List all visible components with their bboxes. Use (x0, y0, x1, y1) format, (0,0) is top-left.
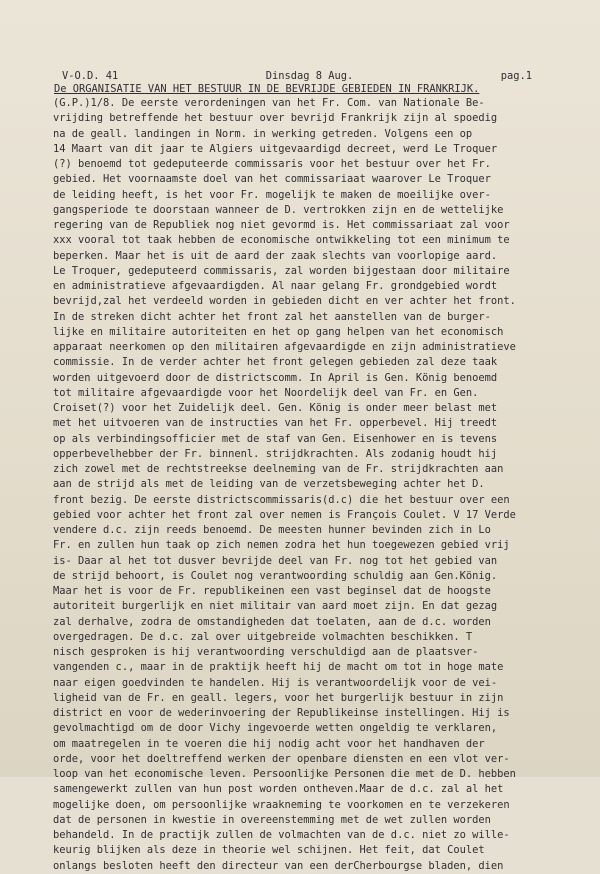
text-line: dat de personen in kwestie in overeenstemming met de wet zullen worden (53, 813, 491, 826)
text-line: ligheid van de Fr. en geall. legers, voor het burgerlijk bestuur in zijn (53, 691, 504, 704)
document-date: Dinsdag 8 Aug. (265, 70, 354, 82)
text-line: de strijd behoort, is Coulet nog verantwoording schuldig aan Gen.König. (53, 569, 498, 582)
text-line: is- Daar al het tot dusver bevrijde deel van Fr. nog tot het gebied van (53, 554, 498, 567)
text-line: tot militaire afgevaardigde voor het Noordelijk deel van Fr. en Gen. (53, 386, 479, 399)
text-line: beperken. Maar het is uit de aard der zaak slechts van voorlopige aard. (53, 249, 498, 262)
text-line: autoriteit burgerlijk en niet militair van aard moet zijn. En dat gezag (53, 600, 498, 613)
text-line: regering van de Republiek nog niet gevormd is. Het commissariaat zal voor (53, 219, 510, 231)
text-line: opperbevelhebber der Fr. binnenl. strijdkrachten. Als zodanig houdt hij (53, 447, 498, 460)
text-line: gebied voor achter het front zal over nemen is François Coulet. V 17 Verde (53, 508, 516, 521)
text-line: vendere d.c. zijn reeds benoemd. De meesten hunner bevinden zich in Lo (53, 524, 491, 536)
text-line: Le Troquer, gedeputeerd commissaris, zal worden bijgestaan door militaire (53, 264, 510, 277)
text-line: nisch gesproken is hij verantwoording verschuldigd aan de plaatsver- (53, 646, 479, 658)
text-line: de leiding heeft, is het voor Fr. mogelijk te maken de moeilijke over- (53, 188, 491, 201)
text-line: loop van het economische leven. Persoonlijke Personen die met de D. hebben (53, 768, 516, 780)
text-line: en administratieve afgevaardigden. Al naar gelang Fr. grondgebied wordt (53, 280, 498, 292)
text-line: lijke en militaire autoriteiten en het op gang helpen van het economisch (53, 325, 504, 338)
text-line: commissie. In de verder achter het front gelegen gebieden zal deze taak (53, 356, 498, 369)
text-line: keurig blijken als deze in theorie wel schijnen. Het feit, dat Coulet (53, 844, 485, 857)
text-line: zal derhalve, zodra de omstandigheden dat toelaten, aan de d.c. worden (53, 615, 491, 628)
text-line: Maar het is voor de Fr. republikeinen een vast beginsel dat de hoogste (53, 585, 491, 597)
text-line: vrijding betreffende het bestuur over bevrijd Frankrijk zijn al spoedig (53, 112, 498, 125)
text-line: onlangs besloten heeft den directeur van een derCherbourgse bladen, dien (53, 859, 504, 872)
text-line: zich zowel met de rechtstreekse deelneming van de Fr. strijdkrachten aan (53, 463, 504, 475)
text-line: gangsperiode te doorstaan wanneer de D. vertrokken zijn en de wettelijke (53, 203, 504, 216)
document-reference: V-O.D. 41 (62, 70, 119, 82)
text-line: 14 Maart van dit jaar te Algiers uitgevaardigd decreet, werd Le Troquer (53, 142, 498, 155)
text-line: worden uitgevoerd door de districtscomm. In April is Gen. König benoemd (53, 371, 498, 384)
text-line: behandeld. In de practijk zullen de volmachten van de d.c. niet zo wille- (53, 829, 510, 841)
text-line: In de streken dicht achter het front zal het aanstellen van de burger- (53, 310, 491, 323)
text-line: xxx vooral tot taak hebben de economische ontwikkeling tot een minimum te (53, 234, 510, 247)
text-line: orde, voor het doeltreffend werken der openbare diensten en een vlot ver- (53, 752, 510, 765)
page-number: pag.1 (500, 70, 532, 82)
text-line: gebied. Het voornaamste doel van het commissariaat waarover Le Troquer (53, 173, 491, 186)
text-line: samengewerkt zullen van hun post worden ontheven.Maar de d.c. zal al het (53, 783, 504, 796)
text-line: naar eigen goedvinden te handelen. Hij is verantwoordelijk voor de vei- (53, 676, 498, 689)
text-line: overgedragen. De d.c. zal over uitgebreide volmachten beschikken. T (53, 630, 473, 643)
text-line: front bezig. De eerste districtscommissaris(d.c) die het bestuur over een (53, 493, 510, 506)
text-line: bevrijd,zal het verdeeld worden in gebieden dicht en ver achter het front. (53, 295, 516, 308)
text-line: om maatregelen in te voeren die hij nodig acht voor het handhaven der (53, 737, 485, 750)
text-line: Croiset(?) voor het Zuidelijk deel. Gen. König is onder meer belast met (53, 402, 498, 414)
text-line: Fr. en zullen hun taak op zich nemen zodra het hun toegewezen gebied vrij (53, 539, 510, 552)
text-line: na de geall. landingen in Norm. in werking getreden. Volgens een op (53, 127, 473, 140)
text-line: (?) benoemd tot gedeputeerde commissaris voor het bestuur over het Fr. (53, 158, 491, 170)
text-line: op als verbindingsofficier met de staf van Gen. Eisenhower en is tevens (53, 432, 498, 445)
text-line: district en voor de wederinvoering der Republikeinse instellingen. Hij is (53, 707, 510, 719)
document-body (53, 96, 593, 874)
text-line: gevolmachtigd om de door Vichy ingevoerde wetten ongeldig te verklaren, (53, 722, 498, 735)
text-line: (G.P.)1/8. De eerste verordeningen van het Fr. Com. van Nationale Be- (53, 97, 485, 109)
text-line: mogelijke doen, om persoonlijke wraakneming te voorkomen en te verzekeren (53, 798, 510, 811)
text-line: apparaat neerkomen op den militairen afgevaardigde en zijn administratieve (53, 341, 516, 353)
text-line: met het uitvoeren van de instructies van het Fr. opperbevel. Hij treedt (53, 417, 498, 430)
text-line: vangenden c., maar in de praktijk heeft hij de macht om tot in hoge mate (53, 661, 504, 674)
document-header (62, 70, 532, 83)
document-title: De ORGANISATIE VAN HET BESTUUR IN DE BEVRIJDE GEBIEDEN IN FRANKRIJK. (54, 83, 480, 95)
text-line: aan de strijd als met de leiding van de verzetsbeweging achter het D. (53, 478, 485, 491)
